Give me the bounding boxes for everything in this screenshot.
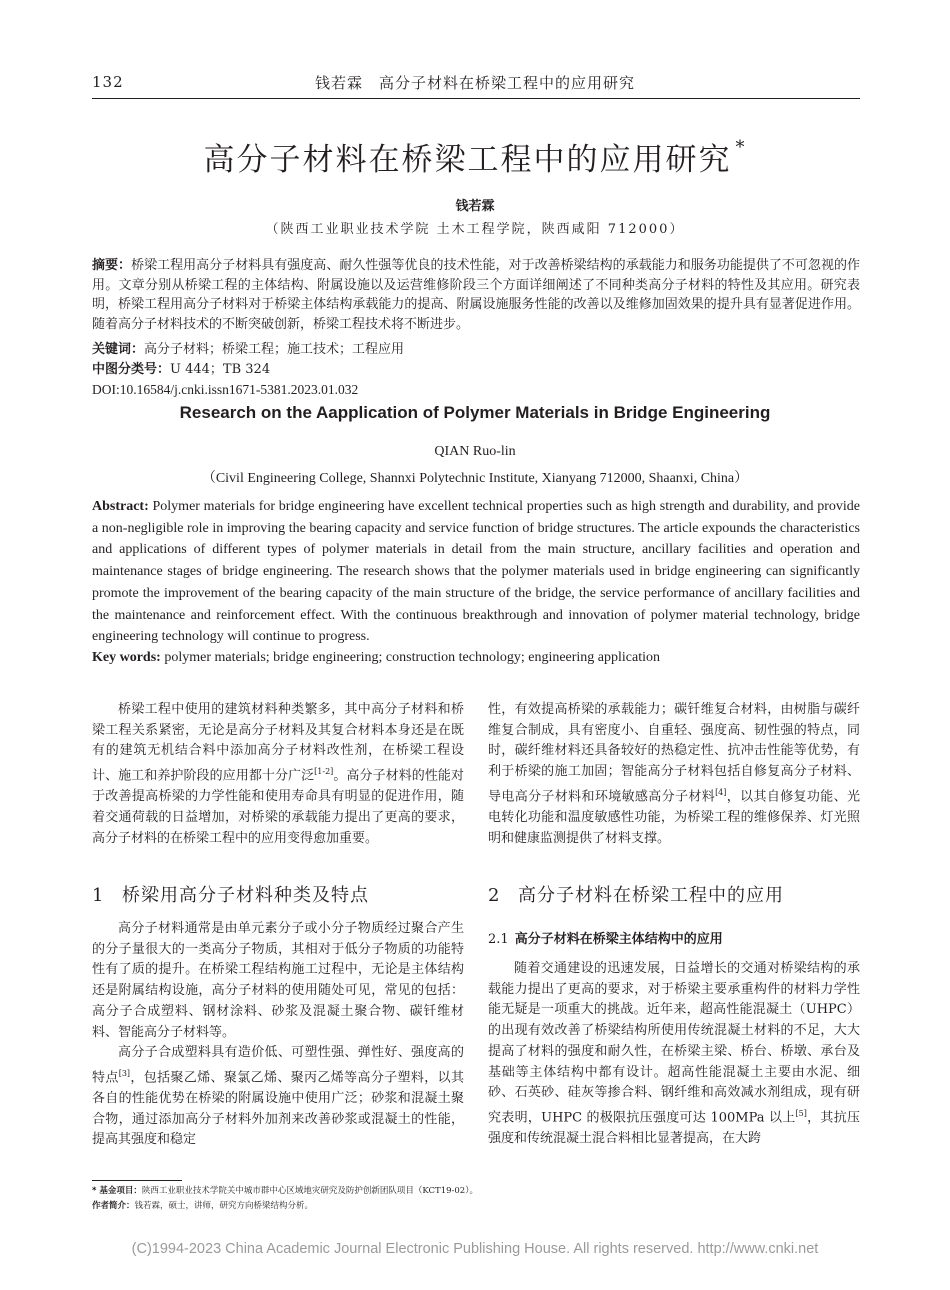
section-1-paragraph-2a: 高分子合成塑料具有造价低、可塑性强、弹性好、强度高的特点 — [92, 1045, 464, 1086]
keywords-zh-label: 关键词： — [92, 342, 145, 357]
author-bio-footnote — [92, 1199, 313, 1214]
keywords-en-label: Key words: — [92, 650, 161, 665]
article-title-en: Research on the Aapplication of Polymer Materials in Bridge Engineering — [179, 403, 771, 422]
abstract-zh-label: 摘要： — [92, 258, 132, 273]
funding-footnote — [92, 1184, 478, 1199]
keywords-zh-text: 高分子材料；桥梁工程；施工技术；工程应用 — [144, 342, 405, 357]
section-2-heading — [488, 881, 784, 907]
citation: [5] — [795, 1108, 807, 1118]
abstract-en — [92, 496, 860, 648]
citation: [4] — [715, 787, 727, 797]
author-bio-text: 钱若霖，硕士，讲师，研究方向桥梁结构分析。 — [134, 1201, 314, 1211]
citation: [3] — [118, 1068, 131, 1078]
clc-text: U 444；TB 324 — [170, 362, 271, 377]
subsection-2-1-number: 2.1 — [488, 932, 509, 947]
section-1-title: 桥梁用高分子材料种类及特点 — [122, 885, 369, 906]
section-1-paragraph-2b: ，包括聚乙烯、聚氯乙烯、聚丙乙烯等高分子塑料，以其各自的性能优势在桥梁的附属设施中使用广泛；砂浆和混凝土聚合物，通过添加高分子材料外加剂来改善砂浆或混凝土的性能，提高其强度和稳定 — [92, 1070, 464, 1148]
affiliation-en: （Civil Engineering College, Shannxi Polytechnic Institute, Xianyang 712000, Shaanxi, China） — [201, 471, 749, 486]
section-2-title: 高分子材料在桥梁工程中的应用 — [518, 885, 784, 906]
doi: DOI:10.16584/j.cnki.issn1671-5381.2023.01.032 — [92, 382, 359, 397]
running-title: 钱若霖 高分子材料在桥梁工程中的应用研究 — [314, 74, 635, 92]
title-zh-text: 高分子材料在桥梁工程中的应用研究 — [203, 142, 732, 178]
clc-label: 中图分类号： — [92, 362, 171, 377]
funding-text: 陕西工业职业技术学院关中城市群中心区域地灾研究及防护创新团队项目（KCT19-02）。 — [141, 1186, 478, 1196]
header-divider — [92, 98, 860, 99]
continuation-text-a: 性，有效提高桥梁的承载能力；碳钎维复合材料，由树脂与碳纤维复合制成，具有密度小、自重轻、强度高、韧性强的特点，同时，碳纤维材料还具备较好的热稳定性、抗冲击性能等优势，有利于桥梁的施工加固；智能高分子材料包括自修复高分子材料、导电高分子材料和环境敏感高分子材料 — [488, 702, 860, 805]
abstract-zh-text: 桥梁工程用高分子材料具有强度高、耐久性强等优良的技术性能，对于改善桥梁结构的承载能力和服务功能提供了不可忽视的作用。文章分别从桥梁工程的主体结构、附属设施以及运营维修阶段三个方面详细阐述了不同种类高分子材料的特性及其应用。研究表明，桥梁工程用高分子材料对于桥梁主体结构承载能力的提高、附属设施服务性能的改善以及维修加固效果的提升具有显著促进作用。随着高分子材料技术的不断突破创新，桥梁工程技术将不断进步。 — [92, 258, 860, 332]
keywords-en-text: polymer materials; bridge engineering; construction technology; engineering application — [164, 650, 661, 665]
article-title-zh — [0, 134, 950, 179]
right-column-continuation — [488, 700, 860, 849]
subsection-2-1-heading — [488, 928, 723, 947]
footnote-divider — [92, 1180, 182, 1181]
section-1-paragraph-1: 高分子材料通常是由单元素分子或小分子物质经过聚合产生的分子量很大的一类高分子物质，其相对于低分子物质的功能特性有了质的提升。在桥梁工程结构施工过程中，无论是主体结构还是附属结构设施，高分子材料的使用随处可见，常见的包括：高分子合成塑料、钢材涂料、砂浆及混凝土聚合物、碳钎维材料、智能高分子材料等。 — [92, 921, 464, 1040]
funding-label: * 基金项目： — [92, 1186, 142, 1196]
intro-paragraph — [92, 700, 464, 849]
affiliation-zh: （陕西工业职业技术学院 土木工程学院，陕西咸阳 712000） — [265, 222, 685, 237]
abstract-zh — [92, 256, 860, 334]
subsection-2-1-text-b: ，其抗压强度和传统混凝土混合料相比显著提高，在大跨 — [488, 1110, 860, 1146]
author-en: QIAN Ruo-lin — [434, 444, 516, 459]
continuation-text-b: ，以其自修复功能、光电转化功能和温度敏感性功能，为桥梁工程的维修保养、灯光照明和健康监测提供了材料支撑。 — [488, 789, 860, 846]
subsection-2-1-title: 高分子材料在桥梁主体结构中的应用 — [514, 932, 723, 947]
abstract-en-text: Polymer materials for bridge engineering have excellent technical properties such as high strength and durability, and provide a non-negligible role in improving the bearing capacity and service function of bridge structures. The article expounds the characteristics and applications of different types of polymer materials in detail from the main structure, ancillary facilities and operation and maintenance stages of bridge engineering. The research shows that the polymer materials used in bridge engineering can significantly promote the improvement of the bearing capacity of the main structure of the bridge, the service performance of ancillary facilities and the maintenance and reinforcement effect. With the continuous breakthrough and innovation of polymer material technology, bridge engineering technology will continue to progress. — [92, 499, 861, 645]
abstract-en-label: Abstract: — [92, 499, 149, 514]
clc-number — [92, 360, 860, 380]
subsection-2-1-body — [488, 959, 860, 1150]
subsection-2-1-text-a: 随着交通建设的迅速发展，日益增长的交通对桥梁结构的承载能力提出了更高的要求，对于桥梁主要承重构件的材料力学性能无疑是一项重大的挑战。近年来，超高性能混凝土（UHPC）的出现有效改善了桥梁结构所使用传统混凝土材料的不足，大大提高了材料的强度和耐久性，在桥梁主梁、桥台、桥墩、承台及基础等主体结构中都有设计。超高性能混凝土主要由水泥、细砂、石英砂、硅灰等掺合料、钢纤维和高效减水剂组成，现有研究表明，UHPC 的极限抗压强度可达 100MPa 以上 — [488, 961, 860, 1126]
author-bio-label: 作者简介： — [92, 1201, 135, 1211]
section-1-body — [92, 919, 464, 1151]
copyright-notice: (C)1994-2023 China Academic Journal Electronic Publishing House. All rights reserved. http://www.cnki.net — [131, 1241, 819, 1257]
section-1-number: 1 — [92, 885, 105, 906]
intro-text-2: 。高分子材料的性能对于改善提高桥梁的力学性能和使用寿命具有明显的促进作用，随着交通荷载的日益增加，对桥梁的承载能力提出了更高的要求，高分子材料的在桥梁工程中的应用变得愈加重要。 — [92, 768, 464, 846]
page-number: 132 — [92, 73, 124, 91]
title-fund-mark: * — [735, 136, 747, 158]
section-1-heading — [92, 881, 369, 907]
section-2-number: 2 — [488, 885, 501, 906]
keywords-en — [92, 650, 860, 666]
author-zh: 钱若霖 — [455, 199, 495, 214]
intro-text-1: 桥梁工程中使用的建筑材料种类繁多，其中高分子材料和桥梁工程关系紧密，无论是高分子材料及其复合材料本身还是在既有的建筑无机结合料中添加高分子材料改性剂，在桥梁工程设计、施工和养护阶段的应用都十分广泛 — [92, 702, 464, 784]
keywords-zh — [92, 340, 860, 360]
citation: [1-2] — [314, 767, 334, 777]
